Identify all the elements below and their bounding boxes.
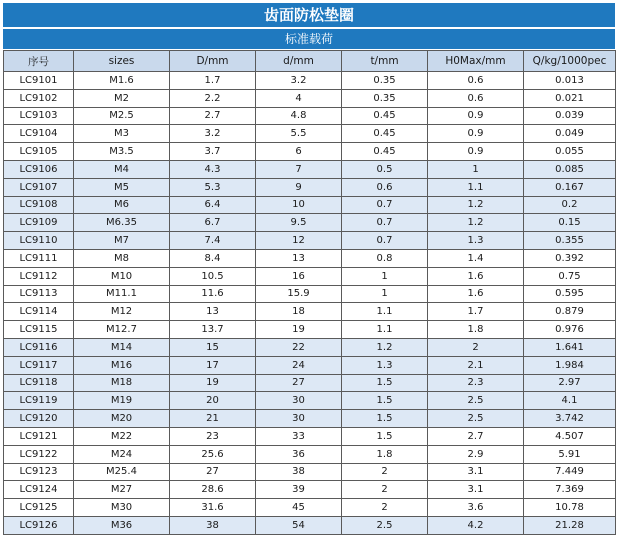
cell-thickness: 2 bbox=[342, 499, 428, 517]
cell-inner-diameter: 5.5 bbox=[256, 125, 342, 143]
cell-serial: LC9104 bbox=[4, 125, 74, 143]
cell-size: M30 bbox=[74, 499, 170, 517]
cell-height-max: 3.6 bbox=[428, 499, 524, 517]
cell-inner-diameter: 12 bbox=[256, 232, 342, 250]
cell-height-max: 0.6 bbox=[428, 89, 524, 107]
cell-thickness: 1.1 bbox=[342, 321, 428, 339]
cell-serial: LC9123 bbox=[4, 463, 74, 481]
cell-inner-diameter: 9.5 bbox=[256, 214, 342, 232]
table-row bbox=[4, 89, 616, 107]
cell-thickness: 0.35 bbox=[342, 89, 428, 107]
table-row bbox=[4, 374, 616, 392]
table-row bbox=[4, 196, 616, 214]
cell-height-max: 2.5 bbox=[428, 392, 524, 410]
cell-outer-diameter: 3.7 bbox=[170, 143, 256, 161]
table-row bbox=[4, 249, 616, 267]
cell-outer-diameter: 27 bbox=[170, 463, 256, 481]
cell-size: M7 bbox=[74, 232, 170, 250]
cell-thickness: 1 bbox=[342, 267, 428, 285]
cell-size: M5 bbox=[74, 178, 170, 196]
cell-serial: LC9105 bbox=[4, 143, 74, 161]
cell-serial: LC9120 bbox=[4, 410, 74, 428]
cell-height-max: 1.4 bbox=[428, 249, 524, 267]
cell-height-max: 2.1 bbox=[428, 356, 524, 374]
cell-height-max: 1.8 bbox=[428, 321, 524, 339]
cell-weight: 1.641 bbox=[524, 338, 616, 356]
cell-outer-diameter: 19 bbox=[170, 374, 256, 392]
cell-outer-diameter: 25.6 bbox=[170, 445, 256, 463]
cell-size: M25.4 bbox=[74, 463, 170, 481]
cell-size: M2.5 bbox=[74, 107, 170, 125]
cell-serial: LC9113 bbox=[4, 285, 74, 303]
table-row bbox=[4, 516, 616, 534]
cell-size: M36 bbox=[74, 516, 170, 534]
cell-height-max: 1.3 bbox=[428, 232, 524, 250]
cell-weight: 0.021 bbox=[524, 89, 616, 107]
cell-size: M16 bbox=[74, 356, 170, 374]
cell-height-max: 1.6 bbox=[428, 285, 524, 303]
cell-outer-diameter: 5.3 bbox=[170, 178, 256, 196]
cell-inner-diameter: 30 bbox=[256, 392, 342, 410]
cell-weight: 4.507 bbox=[524, 427, 616, 445]
cell-inner-diameter: 22 bbox=[256, 338, 342, 356]
table-row bbox=[4, 143, 616, 161]
table-row bbox=[4, 356, 616, 374]
cell-serial: LC9111 bbox=[4, 249, 74, 267]
cell-size: M6 bbox=[74, 196, 170, 214]
cell-outer-diameter: 3.2 bbox=[170, 125, 256, 143]
cell-thickness: 0.7 bbox=[342, 232, 428, 250]
cell-inner-diameter: 39 bbox=[256, 481, 342, 499]
cell-height-max: 2.7 bbox=[428, 427, 524, 445]
table-row bbox=[4, 285, 616, 303]
table-row bbox=[4, 125, 616, 143]
cell-outer-diameter: 20 bbox=[170, 392, 256, 410]
column-header-thickness: t/mm bbox=[342, 51, 428, 72]
cell-thickness: 1.5 bbox=[342, 410, 428, 428]
cell-height-max: 1.7 bbox=[428, 303, 524, 321]
cell-outer-diameter: 6.7 bbox=[170, 214, 256, 232]
cell-serial: LC9115 bbox=[4, 321, 74, 339]
table-row bbox=[4, 338, 616, 356]
cell-height-max: 0.9 bbox=[428, 143, 524, 161]
table-row bbox=[4, 392, 616, 410]
table-row bbox=[4, 321, 616, 339]
cell-thickness: 1.8 bbox=[342, 445, 428, 463]
table-row bbox=[4, 481, 616, 499]
cell-weight: 0.2 bbox=[524, 196, 616, 214]
cell-serial: LC9109 bbox=[4, 214, 74, 232]
cell-serial: LC9122 bbox=[4, 445, 74, 463]
cell-weight: 3.742 bbox=[524, 410, 616, 428]
cell-inner-diameter: 18 bbox=[256, 303, 342, 321]
cell-height-max: 3.1 bbox=[428, 463, 524, 481]
cell-inner-diameter: 24 bbox=[256, 356, 342, 374]
cell-size: M14 bbox=[74, 338, 170, 356]
cell-height-max: 1.6 bbox=[428, 267, 524, 285]
cell-inner-diameter: 30 bbox=[256, 410, 342, 428]
cell-inner-diameter: 54 bbox=[256, 516, 342, 534]
cell-inner-diameter: 16 bbox=[256, 267, 342, 285]
cell-weight: 4.1 bbox=[524, 392, 616, 410]
cell-size: M3 bbox=[74, 125, 170, 143]
cell-thickness: 1 bbox=[342, 285, 428, 303]
table-row bbox=[4, 267, 616, 285]
table-header-row bbox=[4, 51, 616, 72]
cell-height-max: 2 bbox=[428, 338, 524, 356]
column-header-sizes: sizes bbox=[74, 51, 170, 72]
cell-thickness: 1.5 bbox=[342, 427, 428, 445]
cell-serial: LC9107 bbox=[4, 178, 74, 196]
cell-outer-diameter: 11.6 bbox=[170, 285, 256, 303]
cell-outer-diameter: 10.5 bbox=[170, 267, 256, 285]
cell-weight: 0.15 bbox=[524, 214, 616, 232]
cell-thickness: 1.1 bbox=[342, 303, 428, 321]
spec-sheet bbox=[3, 3, 615, 535]
table-row bbox=[4, 72, 616, 90]
cell-size: M20 bbox=[74, 410, 170, 428]
table-row bbox=[4, 232, 616, 250]
cell-inner-diameter: 13 bbox=[256, 249, 342, 267]
cell-inner-diameter: 45 bbox=[256, 499, 342, 517]
cell-weight: 5.91 bbox=[524, 445, 616, 463]
cell-inner-diameter: 4 bbox=[256, 89, 342, 107]
cell-height-max: 4.2 bbox=[428, 516, 524, 534]
cell-weight: 0.879 bbox=[524, 303, 616, 321]
cell-serial: LC9108 bbox=[4, 196, 74, 214]
cell-outer-diameter: 8.4 bbox=[170, 249, 256, 267]
cell-serial: LC9117 bbox=[4, 356, 74, 374]
cell-serial: LC9102 bbox=[4, 89, 74, 107]
cell-serial: LC9125 bbox=[4, 499, 74, 517]
table-row bbox=[4, 427, 616, 445]
cell-size: M10 bbox=[74, 267, 170, 285]
cell-outer-diameter: 17 bbox=[170, 356, 256, 374]
cell-weight: 0.595 bbox=[524, 285, 616, 303]
cell-inner-diameter: 3.2 bbox=[256, 72, 342, 90]
cell-weight: 0.039 bbox=[524, 107, 616, 125]
cell-weight: 0.049 bbox=[524, 125, 616, 143]
cell-weight: 0.392 bbox=[524, 249, 616, 267]
cell-size: M2 bbox=[74, 89, 170, 107]
cell-height-max: 1.2 bbox=[428, 214, 524, 232]
cell-weight: 1.984 bbox=[524, 356, 616, 374]
spec-table bbox=[3, 50, 616, 535]
column-header-weight: Q/kg/1000pec bbox=[524, 51, 616, 72]
cell-inner-diameter: 7 bbox=[256, 160, 342, 178]
cell-inner-diameter: 27 bbox=[256, 374, 342, 392]
cell-size: M6.35 bbox=[74, 214, 170, 232]
cell-outer-diameter: 2.7 bbox=[170, 107, 256, 125]
cell-thickness: 2 bbox=[342, 481, 428, 499]
cell-thickness: 1.5 bbox=[342, 374, 428, 392]
cell-height-max: 0.9 bbox=[428, 107, 524, 125]
section-subtitle: 标准载荷 bbox=[3, 29, 615, 49]
cell-size: M18 bbox=[74, 374, 170, 392]
cell-height-max: 1 bbox=[428, 160, 524, 178]
cell-serial: LC9106 bbox=[4, 160, 74, 178]
cell-serial: LC9101 bbox=[4, 72, 74, 90]
cell-weight: 2.97 bbox=[524, 374, 616, 392]
cell-inner-diameter: 9 bbox=[256, 178, 342, 196]
cell-outer-diameter: 13 bbox=[170, 303, 256, 321]
cell-height-max: 2.3 bbox=[428, 374, 524, 392]
cell-size: M22 bbox=[74, 427, 170, 445]
table-row bbox=[4, 445, 616, 463]
cell-thickness: 0.35 bbox=[342, 72, 428, 90]
cell-outer-diameter: 7.4 bbox=[170, 232, 256, 250]
cell-height-max: 0.9 bbox=[428, 125, 524, 143]
table-row bbox=[4, 214, 616, 232]
column-header-inner-diameter: d/mm bbox=[256, 51, 342, 72]
cell-height-max: 2.5 bbox=[428, 410, 524, 428]
cell-thickness: 1.3 bbox=[342, 356, 428, 374]
cell-serial: LC9114 bbox=[4, 303, 74, 321]
cell-outer-diameter: 2.2 bbox=[170, 89, 256, 107]
cell-thickness: 0.45 bbox=[342, 125, 428, 143]
cell-weight: 0.167 bbox=[524, 178, 616, 196]
cell-serial: LC9126 bbox=[4, 516, 74, 534]
cell-weight: 0.355 bbox=[524, 232, 616, 250]
cell-outer-diameter: 1.7 bbox=[170, 72, 256, 90]
cell-thickness: 0.6 bbox=[342, 178, 428, 196]
cell-inner-diameter: 38 bbox=[256, 463, 342, 481]
cell-outer-diameter: 23 bbox=[170, 427, 256, 445]
cell-thickness: 2.5 bbox=[342, 516, 428, 534]
cell-size: M11.1 bbox=[74, 285, 170, 303]
cell-size: M1.6 bbox=[74, 72, 170, 90]
cell-serial: LC9118 bbox=[4, 374, 74, 392]
cell-thickness: 0.8 bbox=[342, 249, 428, 267]
cell-thickness: 1.2 bbox=[342, 338, 428, 356]
cell-size: M8 bbox=[74, 249, 170, 267]
cell-inner-diameter: 36 bbox=[256, 445, 342, 463]
cell-outer-diameter: 4.3 bbox=[170, 160, 256, 178]
table-row bbox=[4, 410, 616, 428]
cell-weight: 0.75 bbox=[524, 267, 616, 285]
cell-inner-diameter: 10 bbox=[256, 196, 342, 214]
table-row bbox=[4, 160, 616, 178]
cell-height-max: 1.2 bbox=[428, 196, 524, 214]
cell-size: M19 bbox=[74, 392, 170, 410]
cell-outer-diameter: 31.6 bbox=[170, 499, 256, 517]
cell-weight: 0.976 bbox=[524, 321, 616, 339]
cell-serial: LC9116 bbox=[4, 338, 74, 356]
cell-height-max: 3.1 bbox=[428, 481, 524, 499]
cell-weight: 10.78 bbox=[524, 499, 616, 517]
cell-thickness: 2 bbox=[342, 463, 428, 481]
table-row bbox=[4, 178, 616, 196]
column-header-height-max: H0Max/mm bbox=[428, 51, 524, 72]
cell-thickness: 0.5 bbox=[342, 160, 428, 178]
table-row bbox=[4, 107, 616, 125]
cell-inner-diameter: 6 bbox=[256, 143, 342, 161]
cell-thickness: 1.5 bbox=[342, 392, 428, 410]
cell-serial: LC9119 bbox=[4, 392, 74, 410]
cell-height-max: 0.6 bbox=[428, 72, 524, 90]
cell-inner-diameter: 33 bbox=[256, 427, 342, 445]
cell-size: M27 bbox=[74, 481, 170, 499]
cell-thickness: 0.45 bbox=[342, 143, 428, 161]
cell-serial: LC9121 bbox=[4, 427, 74, 445]
cell-weight: 0.013 bbox=[524, 72, 616, 90]
cell-serial: LC9124 bbox=[4, 481, 74, 499]
cell-size: M4 bbox=[74, 160, 170, 178]
cell-outer-diameter: 21 bbox=[170, 410, 256, 428]
table-row bbox=[4, 499, 616, 517]
cell-weight: 7.369 bbox=[524, 481, 616, 499]
cell-outer-diameter: 28.6 bbox=[170, 481, 256, 499]
cell-serial: LC9103 bbox=[4, 107, 74, 125]
cell-outer-diameter: 38 bbox=[170, 516, 256, 534]
cell-inner-diameter: 19 bbox=[256, 321, 342, 339]
cell-inner-diameter: 15.9 bbox=[256, 285, 342, 303]
cell-thickness: 0.7 bbox=[342, 196, 428, 214]
cell-size: M12.7 bbox=[74, 321, 170, 339]
cell-serial: LC9112 bbox=[4, 267, 74, 285]
table-row bbox=[4, 463, 616, 481]
table-row bbox=[4, 303, 616, 321]
cell-inner-diameter: 4.8 bbox=[256, 107, 342, 125]
column-header-outer-diameter: D/mm bbox=[170, 51, 256, 72]
cell-thickness: 0.45 bbox=[342, 107, 428, 125]
cell-outer-diameter: 6.4 bbox=[170, 196, 256, 214]
cell-size: M12 bbox=[74, 303, 170, 321]
cell-outer-diameter: 13.7 bbox=[170, 321, 256, 339]
cell-height-max: 2.9 bbox=[428, 445, 524, 463]
cell-weight: 21.28 bbox=[524, 516, 616, 534]
cell-size: M24 bbox=[74, 445, 170, 463]
cell-weight: 0.055 bbox=[524, 143, 616, 161]
cell-size: M3.5 bbox=[74, 143, 170, 161]
cell-weight: 7.449 bbox=[524, 463, 616, 481]
column-header-serial: 序号 bbox=[4, 51, 74, 72]
cell-serial: LC9110 bbox=[4, 232, 74, 250]
cell-height-max: 1.1 bbox=[428, 178, 524, 196]
cell-weight: 0.085 bbox=[524, 160, 616, 178]
cell-outer-diameter: 15 bbox=[170, 338, 256, 356]
cell-thickness: 0.7 bbox=[342, 214, 428, 232]
page-title: 齿面防松垫圈 bbox=[3, 3, 615, 27]
